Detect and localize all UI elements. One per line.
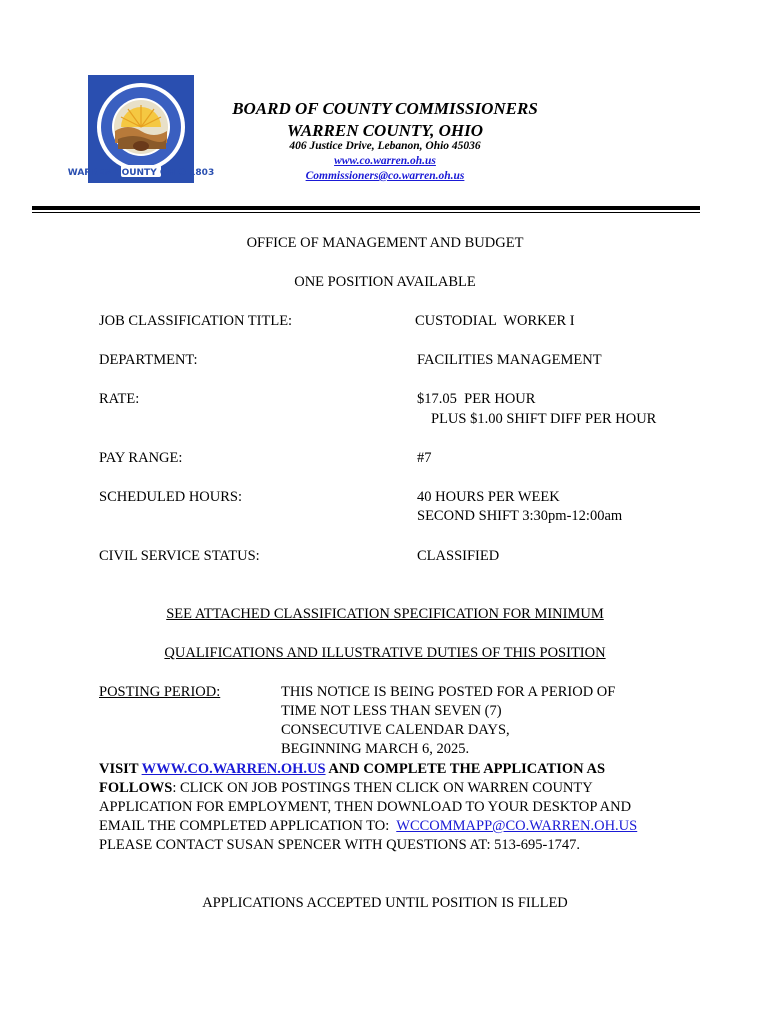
email-link-container <box>200 170 570 182</box>
header-divider-thin <box>32 212 700 213</box>
instructions-line-5: PLEASE CONTACT SUSAN SPENCER WITH QUESTIONS AT: 513-695-1747. <box>99 837 580 853</box>
posting-line-4: BEGINNING MARCH 6, 2025. <box>281 741 470 757</box>
positions-available: ONE POSITION AVAILABLE <box>294 274 476 290</box>
follows-text: FOLLOWS <box>99 780 173 796</box>
pay-range-value: #7 <box>417 450 432 466</box>
warren-county-seal-icon <box>67 75 215 183</box>
email-link[interactable]: Commissioners@co.warren.oh.us <box>305 170 465 182</box>
see-attached-line-2: QUALIFICATIONS AND ILLUSTRATIVE DUTIES OF THIS POSITION <box>164 645 606 661</box>
website-link-container <box>200 155 570 167</box>
hours-value: 40 HOURS PER WEEK <box>417 489 560 505</box>
visit-text: VISIT <box>99 761 142 777</box>
office-name: OFFICE OF MANAGEMENT AND BUDGET <box>246 235 524 251</box>
shift-value: SECOND SHIFT 3:30pm-12:00am <box>417 508 623 524</box>
civil-service-label: CIVIL SERVICE STATUS: <box>99 548 260 564</box>
classification-label: JOB CLASSIFICATION TITLE: <box>99 313 293 329</box>
website-link[interactable]: www.co.warren.oh.us <box>334 155 436 167</box>
rate-value: $17.05 PER HOUR <box>417 391 536 407</box>
county-name: WARREN COUNTY, OHIO <box>286 121 483 140</box>
department-value: FACILITIES MANAGEMENT <box>417 352 602 368</box>
svg-text:WARREN COUNTY OHIO 1803: WARREN COUNTY OHIO 1803 <box>67 168 215 178</box>
rate-label: RATE: <box>99 391 140 407</box>
instructions-line-2-rest: : CLICK ON JOB POSTINGS THEN CLICK ON WARREN COUNTY <box>172 780 593 796</box>
application-email-link[interactable]: WCCOMMAPP@CO.WARREN.OH.US <box>396 818 638 834</box>
instructions-line-3: APPLICATION FOR EMPLOYMENT, THEN DOWNLOAD TO YOUR DESKTOP AND <box>99 799 632 815</box>
email-instruction-text: EMAIL THE COMPLETED APPLICATION TO: <box>99 818 397 834</box>
board-title: BOARD OF COUNTY COMMISSIONERS <box>232 99 538 118</box>
instructions-line-4 <box>99 817 679 836</box>
applications-accepted: APPLICATIONS ACCEPTED UNTIL POSITION IS FILLED <box>202 895 568 911</box>
posting-line-2: TIME NOT LESS THAN SEVEN (7) <box>281 703 502 719</box>
posting-line-1: THIS NOTICE IS BEING POSTED FOR A PERIOD OF <box>281 684 616 700</box>
hours-label: SCHEDULED HOURS: <box>99 489 242 505</box>
instructions-line-2 <box>99 779 679 798</box>
posting-line-3: CONSECUTIVE CALENDAR DAYS, <box>281 722 510 738</box>
county-seal <box>67 75 215 183</box>
civil-service-value: CLASSIFIED <box>417 548 500 564</box>
address: 406 Justice Drive, Lebanon, Ohio 45036 <box>289 140 481 152</box>
rate-shift-diff: PLUS $1.00 SHIFT DIFF PER HOUR <box>431 411 657 427</box>
posting-period-label: POSTING PERIOD: <box>99 684 221 700</box>
complete-text: AND COMPLETE THE APPLICATION AS <box>325 761 606 777</box>
header-divider-thick <box>32 206 700 210</box>
pay-range-label: PAY RANGE: <box>99 450 183 466</box>
see-attached-line-1: SEE ATTACHED CLASSIFICATION SPECIFICATION FOR MINIMUM <box>166 606 604 622</box>
instructions-line-1 <box>99 760 679 779</box>
classification-value: CUSTODIAL WORKER I <box>415 313 575 329</box>
county-website-link[interactable]: WWW.CO.WARREN.OH.US <box>141 761 326 777</box>
department-label: DEPARTMENT: <box>99 352 198 368</box>
